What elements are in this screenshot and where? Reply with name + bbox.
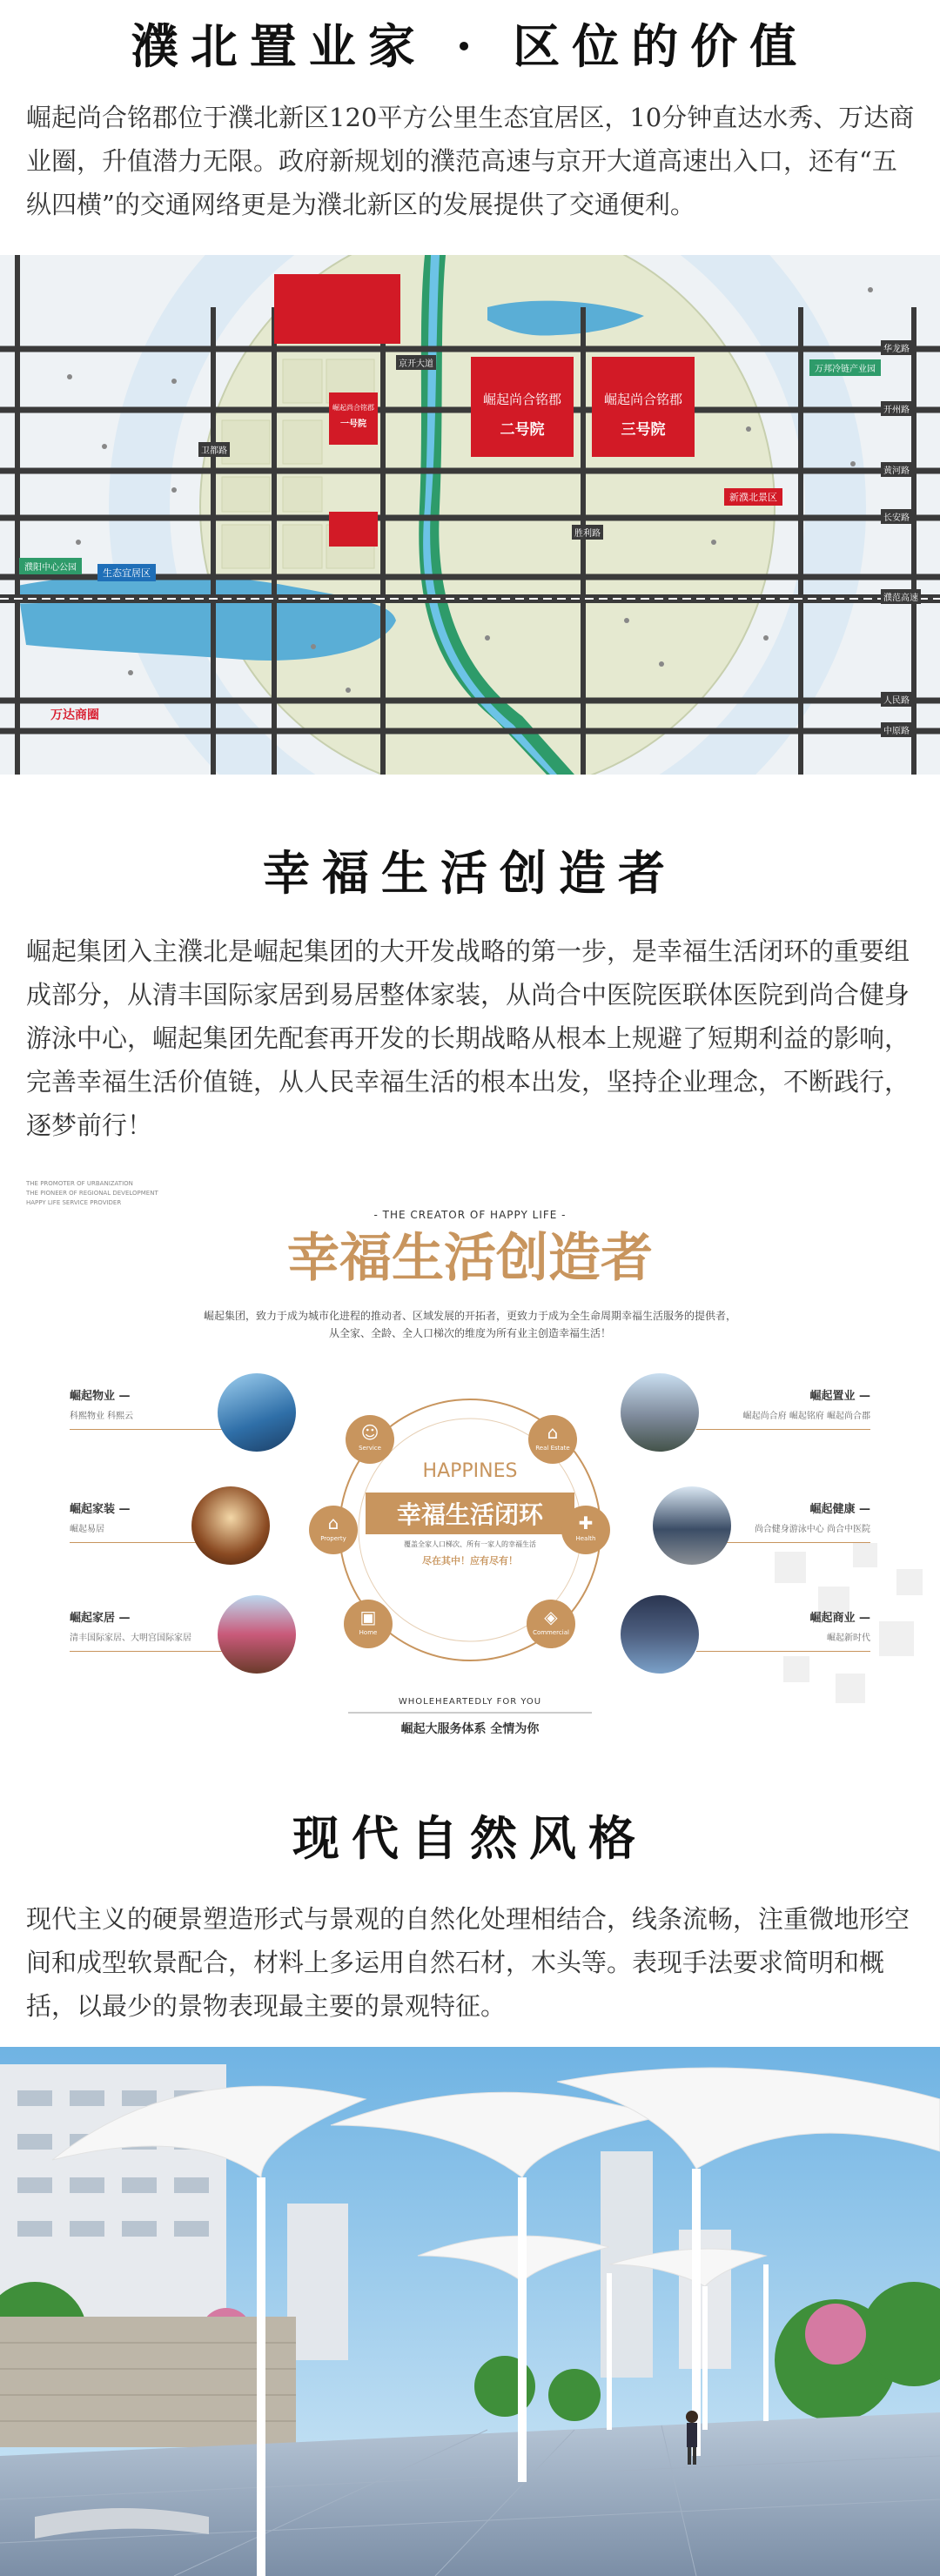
road-label-8: 人民路 — [881, 692, 912, 707]
section-title-modern-style: 现代自然风格 — [292, 1810, 648, 1866]
label-park: 濮阳中心公园 — [19, 558, 82, 574]
block-courtyard-2: 崛起尚合铭郡 二号院 — [471, 357, 574, 457]
photo-decoration — [191, 1486, 270, 1565]
photo-health — [653, 1486, 731, 1565]
road-label-6: 开州路 — [881, 401, 912, 416]
label-wanda: 万达商圈 — [50, 708, 99, 722]
real-estate-icon: ⌂ Real Estate — [528, 1415, 577, 1464]
center-en: HAPPINES — [422, 1460, 518, 1482]
service-real-estate: 崛起置业 — 崛起尚合府 崛起铭府 崛起尚合郡 — [696, 1386, 870, 1430]
road-label-2: 长安路 — [881, 509, 912, 524]
service-health: 崛起健康 — 尚合健身游泳中心 尚合中医院 — [696, 1499, 870, 1543]
commercial-icon: ◈ Commercial — [527, 1600, 575, 1648]
landscape-graphic — [0, 2047, 940, 2576]
road-label-3: 中原路 — [881, 722, 912, 737]
happy-life-infographic — [0, 1169, 940, 1752]
block-courtyard-3: 崛起尚合铭郡 三号院 — [592, 357, 695, 457]
service-commercial: 崛起商业 — 崛起新时代 — [696, 1608, 870, 1652]
block-courtyard-1: 崛起尚合铭郡 一号院 — [329, 392, 378, 445]
photo-furniture — [218, 1595, 296, 1674]
home-icon: ▣ Home — [344, 1600, 393, 1648]
creator-en: - THE CREATOR OF HAPPY LIFE - — [373, 1209, 567, 1221]
creator-cn: 幸福生活创造者 — [287, 1228, 653, 1289]
label-industrial: 万邦冷链产业园 — [809, 359, 881, 376]
center-sub-2: 尽在其中！应有尽有！ — [422, 1555, 518, 1566]
photo-commercial — [621, 1595, 699, 1674]
landscape-render — [0, 2047, 940, 2576]
location-map — [0, 255, 940, 775]
section-title-location: 濮北置业家 · 区位的价值 — [131, 18, 809, 74]
center-sub-1: 覆盖全家人口梯次、所有一家人的幸福生活 — [404, 1540, 536, 1548]
footer-en: WHOLEHEARTEDLY FOR YOU — [398, 1697, 542, 1707]
label-xinqu: 新濮北景区 — [724, 488, 782, 506]
block-small-red — [329, 512, 378, 547]
health-icon: ✚ Health — [561, 1506, 610, 1554]
service-icon: ☺ Service — [346, 1415, 394, 1464]
road-label-10: 胜利路 — [572, 525, 603, 540]
section-title-happy-life: 幸福生活创造者 — [263, 845, 677, 901]
label-eco-zone: 生态宜居区 — [97, 564, 156, 581]
photo-real-estate — [621, 1373, 699, 1452]
road-label-9: 卫都路 — [198, 442, 230, 457]
creator-desc-2: 从全家、全龄、全人口梯次的维度为所有业主创造幸福生活！ — [328, 1327, 611, 1339]
service-furniture: 崛起家居 — 清丰国际家居、大明宫国际家居 — [70, 1608, 244, 1652]
tagline-small: THE PROMOTER OF URBANIZATION THE PIONEER OF REGIONAL DEVELOPMENT HAPPY LIFE SERVICE PROVIDER — [26, 1180, 158, 1206]
service-decoration: 崛起家装 — 崛起易居 — [70, 1499, 244, 1543]
service-property: 崛起物业 — 科熙物业 科熙云 — [70, 1386, 244, 1430]
footer-cn: 崛起大服务体系 全情为你 — [400, 1722, 540, 1736]
road-label-1: 京开大道 — [396, 355, 436, 370]
modern-style-paragraph: 现代主义的硬景塑造形式与景观的自然化处理相结合，线条流畅，注重微地形空间和成型软景配合，材料上多运用自然石材，木头等。表现手法要求简明和概括，以最少的景物表现最主要的景观特征。 — [26, 1904, 910, 2021]
photo-property — [218, 1373, 296, 1452]
road-label-5: 华龙路 — [881, 340, 912, 355]
creator-desc-1: 崛起集团，致力于成为城市化进程的推动者、区域发展的开拓者，更致力于成为全生命周期幸福生活服务的提供者， — [203, 1310, 736, 1322]
center-cn: 幸福生活闭环 — [366, 1493, 574, 1534]
location-paragraph: 崛起尚合铭郡位于濮北新区120平方公里生态宜居区，10分钟直达水秀、万达商业圈，升值潜力无限。政府新规划的濮范高速与京开大道高速出入口，还有“五纵四横”的交通网络更是为濮北新区的发展提供了交通便利。 — [26, 103, 915, 219]
road-label-4: 濮范高速 — [881, 589, 921, 604]
road-label-7: 黄河路 — [881, 462, 912, 477]
property-icon: ⌂ Property — [309, 1506, 358, 1554]
happy-life-paragraph: 崛起集团入主濮北是崛起集团的大开发战略的第一步，是幸福生活闭环的重要组成部分，从清丰国际家居到易居整体家装，从尚合中医院医联体医院到尚合健身游泳中心，崛起集团先配套再开发的长期战略从根本上规避了短期利益的影响，完善幸福生活价值链，从人民幸福生活的根本出发，坚持企业理念，不断践行，逐梦前行！ — [26, 936, 910, 1140]
map-graphic — [0, 255, 940, 775]
